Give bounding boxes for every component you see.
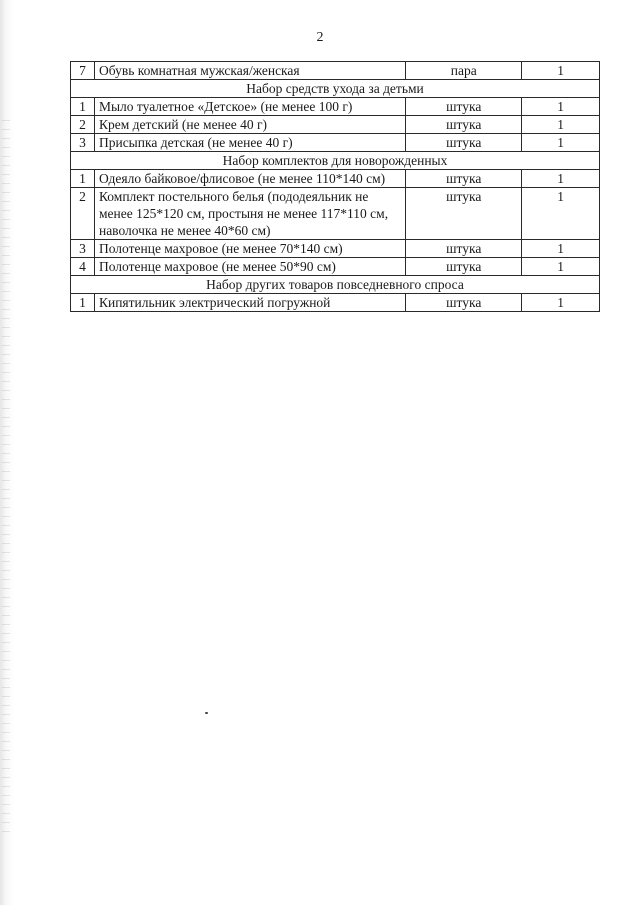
table-row	[71, 98, 600, 116]
table-row	[71, 170, 600, 188]
scan-noise	[2, 120, 10, 840]
table-row	[71, 258, 600, 276]
item-unit-cell: штука	[406, 294, 522, 312]
item-number-cell: 1	[71, 98, 95, 116]
item-unit-cell: штука	[406, 116, 522, 134]
item-name-cell: Полотенце махровое (не менее 70*140 см)	[94, 240, 405, 258]
item-name-cell: Крем детский (не менее 40 г)	[94, 116, 405, 134]
item-number-cell: 1	[71, 294, 95, 312]
item-quantity-cell: 1	[522, 258, 600, 276]
section-title: Набор комплектов для новорожденных	[71, 152, 600, 170]
table-row	[71, 294, 600, 312]
item-number-cell: 1	[71, 170, 95, 188]
item-quantity-cell: 1	[522, 116, 600, 134]
page-number: 2	[316, 30, 324, 45]
item-unit-cell: пара	[406, 62, 522, 80]
item-name-cell: Комплект постельного белья (пододеяльник не менее 125*120 см, простыня не менее 117*110 см, наволочка не менее 40*60 см)	[94, 188, 405, 240]
item-number-cell: 2	[71, 188, 95, 240]
table-row	[71, 62, 600, 80]
scan-dot	[205, 712, 208, 714]
table-row	[71, 134, 600, 152]
item-quantity-cell: 1	[522, 62, 600, 80]
table-row	[71, 188, 600, 240]
item-name-cell: Обувь комнатная мужская/женская	[94, 62, 405, 80]
item-quantity-cell: 1	[522, 294, 600, 312]
item-name-cell: Кипятильник электрический погружной	[94, 294, 405, 312]
item-name-cell: Мыло туалетное «Детское» (не менее 100 г)	[94, 98, 405, 116]
item-unit-cell: штука	[406, 258, 522, 276]
item-unit-cell: штука	[406, 188, 522, 240]
item-number-cell: 7	[71, 62, 95, 80]
item-unit-cell: штука	[406, 240, 522, 258]
item-name-cell: Полотенце махровое (не менее 50*90 см)	[94, 258, 405, 276]
item-unit-cell: штука	[406, 98, 522, 116]
table-row	[71, 240, 600, 258]
item-quantity-cell: 1	[522, 240, 600, 258]
item-name-cell: Одеяло байковое/флисовое (не менее 110*140 см)	[94, 170, 405, 188]
item-number-cell: 4	[71, 258, 95, 276]
items-table-body	[71, 62, 600, 312]
section-header-row	[71, 152, 600, 170]
item-unit-cell: штука	[406, 134, 522, 152]
section-header-row	[71, 276, 600, 294]
item-number-cell: 2	[71, 116, 95, 134]
item-quantity-cell: 1	[522, 134, 600, 152]
section-title: Набор средств ухода за детьми	[71, 80, 600, 98]
items-table	[70, 61, 600, 312]
item-quantity-cell: 1	[522, 188, 600, 240]
item-quantity-cell: 1	[522, 98, 600, 116]
item-unit-cell: штука	[406, 170, 522, 188]
item-quantity-cell: 1	[522, 170, 600, 188]
table-row	[71, 116, 600, 134]
item-name-cell: Присыпка детская (не менее 40 г)	[94, 134, 405, 152]
section-header-row	[71, 80, 600, 98]
item-number-cell: 3	[71, 134, 95, 152]
item-number-cell: 3	[71, 240, 95, 258]
section-title: Набор других товаров повседневного спроса	[71, 276, 600, 294]
